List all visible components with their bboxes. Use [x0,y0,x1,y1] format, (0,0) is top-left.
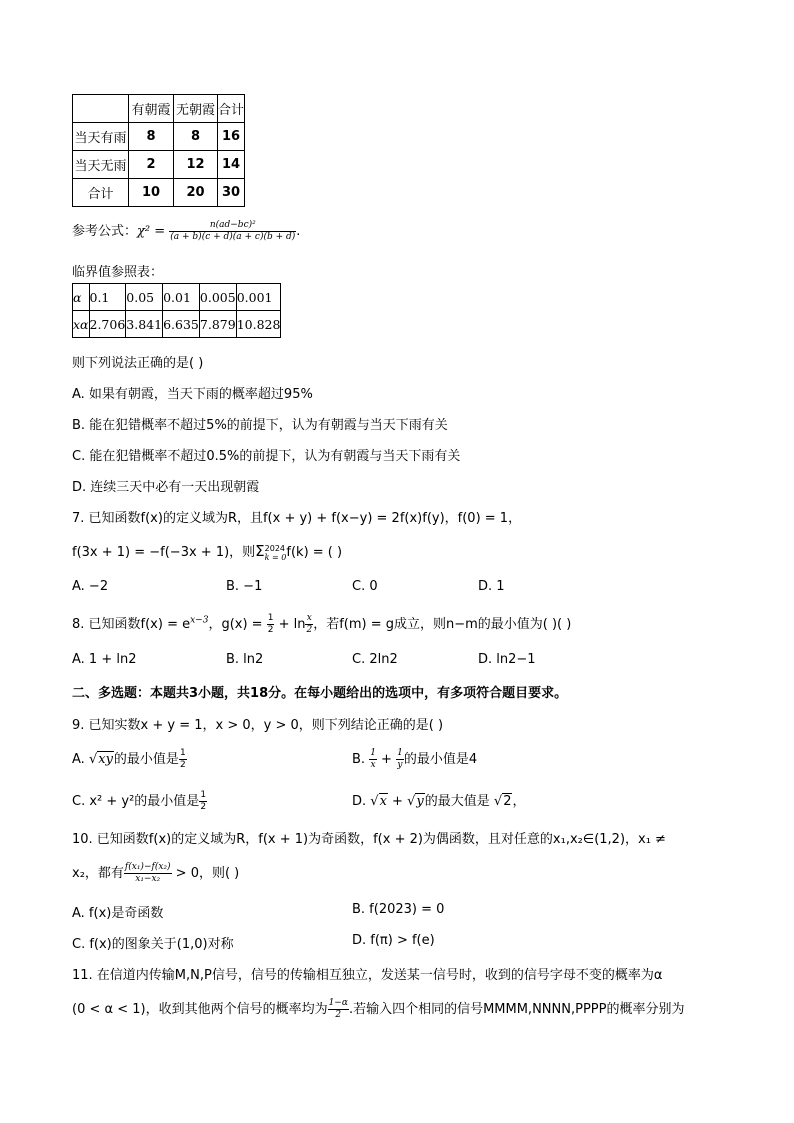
question-8-exponent: x−3 [190,615,209,626]
sigma-symbol: Σ [255,542,265,560]
table-cell: 10.828 [236,311,281,338]
question-8-part2: ，g(x) = [208,617,267,632]
fraction-denominator: 2 [179,760,186,770]
question-11-line2-b: .若输入四个相同的信号MMMM,NNNN,PPPP的概率分别为 [348,1002,685,1017]
fraction-numerator: 1−α [328,998,348,1008]
question-10-line2 [72,862,239,885]
question-8-part4: ，若f(m) = g成立，则n−m的最小值为( )( ) [313,617,572,632]
question-7-option-d: D. 1 [478,579,505,594]
section-2-heading: 二、多选题：本题共3小题，共18分。在每小题给出的选项中，有多项符合题目要求。 [72,686,568,701]
option-fraction [179,748,187,771]
critical-value-table [72,283,281,338]
fraction-numerator: f(x₁)−f(x₂) [124,862,171,872]
table-cell: 0.01 [163,284,200,311]
radicand: 2 [503,794,512,809]
option-label: B. [352,752,370,767]
question-11-line2 [72,998,684,1021]
table-header-row [73,95,245,123]
question-7-option-a: A. −2 [72,579,109,594]
question-9-stem: 9. 已知实数x + y = 1，x > 0，y > 0，则下列结论正确的是( ) [72,718,444,733]
table-cell: 合计 [73,179,129,207]
table-cell: 16 [218,123,245,151]
table-cell: xα [73,311,90,338]
option-fraction [396,748,404,771]
fraction-denominator: y [397,760,403,770]
question-9-option-a [72,748,187,771]
sqrt-icon: √ [370,794,379,809]
question-10-option-b: B. f(2023) = 0 [352,902,445,917]
question-9-option-d [352,790,525,809]
option-text: 的最大值是 [424,794,494,809]
radicand: x [379,794,387,809]
option-text: 的最小值是 [113,752,179,767]
option-fraction [199,790,207,813]
question-6-option-c: C. 能在犯错概率不超过0.5%的前提下，认为有朝霞与当天下雨有关 [72,449,461,464]
table-cell: 10 [129,179,174,207]
question-11-line2-a: (0 < α < 1)，收到其他两个信号的概率均为 [72,1002,328,1017]
fraction-numerator: 1 [397,748,403,758]
question-10-fraction [124,862,172,885]
question-7-line1: 7. 已知函数f(x)的定义域为R，且f(x + y) + f(x−y) = 2f(x)f(y)，f(0) = 1， [72,511,522,526]
fraction-denominator: 2 [267,625,274,635]
question-8-option-b: B. ln2 [226,652,264,667]
table-header-cell [73,95,129,123]
question-10-line2-b: > 0，则( ) [171,866,240,881]
option-fraction [369,748,377,771]
formula-prefix: 参考公式： [72,224,138,239]
table-row [73,123,245,151]
option-text: C. x² + y²的最小值是 [72,794,200,809]
question-8-stem [72,613,571,636]
question-6-option-b: B. 能在犯错概率不超过5%的前提下，认为有朝霞与当天下雨有关 [72,418,448,433]
formula-suffix: . [296,224,301,239]
option-label: D. [352,794,371,809]
table-header-cell: 有朝霞 [129,95,174,123]
plus-sign: + [387,794,408,809]
question-8-part1: 8. 已知函数f(x) = e [72,617,191,632]
table-cell: 14 [218,151,245,179]
question-7-option-c: C. 0 [352,579,378,594]
question-8-option-d: D. ln2−1 [478,652,536,667]
table-cell: 0.001 [236,284,281,311]
question-9-option-b [352,748,477,771]
question-10-option-a: A. f(x)是奇函数 [72,906,164,921]
contingency-table [72,94,245,207]
question-10-option-c: C. f(x)的图象关于(1,0)对称 [72,937,234,952]
reference-formula [72,220,300,243]
table-cell: 当天有雨 [73,123,129,151]
question-8-option-c: C. 2ln2 [352,652,398,667]
table-cell: 0.005 [199,284,236,311]
formula-fraction [169,220,296,243]
fraction-denominator: 2 [306,625,313,635]
table-cell: 8 [174,123,218,151]
sqrt-icon: √ [493,794,503,809]
fraction-numerator: 1 [370,748,376,758]
question-7-line2 [72,541,342,562]
option-label: A. [72,752,89,767]
question-11-fraction [328,998,349,1021]
table-cell: 0.05 [126,284,163,311]
sqrt-icon: √ [88,752,98,767]
table-cell: 20 [174,179,218,207]
question-8-part3: + ln [274,617,306,632]
fraction-numerator: x [306,613,312,623]
table-row [73,284,281,311]
option-text: 的最小值是4 [403,752,478,767]
table-cell: 6.635 [163,311,200,338]
table-cell: 2 [129,151,174,179]
sigma-lower: k = 0 [264,552,287,562]
table-cell: α [73,284,90,311]
fraction-numerator: 1 [267,613,274,623]
question-7-option-b: B. −1 [226,579,263,594]
radicand: y [416,794,424,809]
table-cell: 8 [129,123,174,151]
question-6-option-d: D. 连续三天中必有一天出现朝霞 [72,480,260,495]
fraction-numerator: 1 [200,790,207,800]
question-6-stem: 则下列说法正确的是( ) [72,356,204,371]
table-row [73,311,281,338]
question-10-option-d: D. f(π) > f(e) [352,933,435,948]
question-11-line1: 11. 在信道内传输M,N,P信号，信号的传输相互独立，发送某一信号时，收到的信号字母不变的概率为α [72,968,663,983]
table-header-cell: 无朝霞 [174,95,218,123]
formula-lhs: χ² = [137,224,166,239]
question-8-option-a: A. 1 + ln2 [72,652,137,667]
radicand: xy [98,752,113,767]
fraction-denominator: x [370,760,376,770]
table-cell: 12 [174,151,218,179]
sigma-bounds [265,544,287,562]
sigma-upper: 2024 [264,543,286,553]
question-7-line2-b: f(k) = ( ) [286,545,343,560]
formula-numerator: n(ad−bc)² [169,220,296,232]
fraction-denominator: 2 [335,1010,342,1020]
formula-denominator: (a + b)(c + d)(a + c)(b + d) [170,232,296,242]
table-row [73,151,245,179]
question-9-option-c [72,790,207,813]
option-end: ， [512,794,526,809]
table-cell: 0.1 [89,284,126,311]
table-row [73,179,245,207]
table-cell: 30 [218,179,245,207]
fraction-denominator: 2 [200,802,207,812]
table-cell: 3.841 [126,311,163,338]
question-6-option-a: A. 如果有朝霞，当天下雨的概率超过95% [72,387,313,402]
fraction-denominator: x₁−x₂ [135,874,161,884]
table-cell: 2.706 [89,311,126,338]
plus-sign: + [376,752,397,767]
critical-table-title: 临界值参照表： [72,265,164,280]
question-10-line2-a: x₂，都有 [72,866,124,881]
table-cell: 7.879 [199,311,236,338]
fraction-numerator: 1 [179,748,186,758]
question-7-line2-a: f(3x + 1) = −f(−3x + 1)，则 [72,545,256,560]
question-10-line1: 10. 已知函数f(x)的定义域为R，f(x + 1)为奇函数，f(x + 2)为偶函数，且对任意的x₁,x₂∈(1,2)，x₁ ≠ [72,832,666,847]
table-cell: 当天无雨 [73,151,129,179]
table-header-cell: 合计 [218,95,245,123]
sqrt-icon: √ [407,794,416,809]
